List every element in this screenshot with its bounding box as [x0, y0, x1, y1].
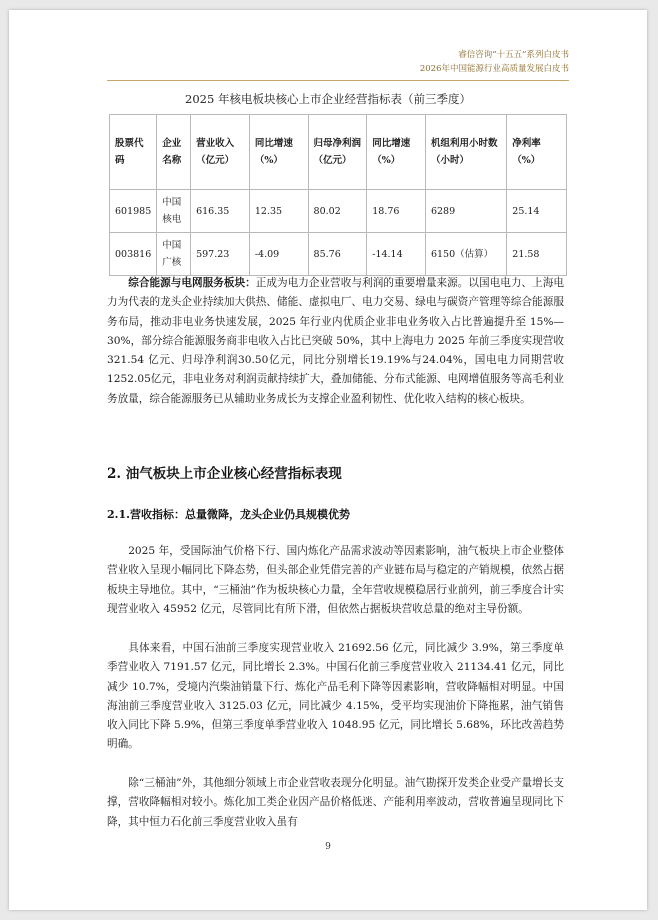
col-header-net-profit: 归母净利润（亿元） — [308, 115, 367, 190]
running-header — [420, 48, 569, 76]
section-heading-2: 2. 油气板块上市企业核心经营指标表现 — [107, 466, 342, 482]
table-cell: 12.35 — [249, 190, 308, 233]
table-cell: 601985 — [110, 190, 157, 233]
table-cell: 18.76 — [367, 190, 426, 233]
table-cell: -14.14 — [367, 233, 426, 276]
integrated-energy-paragraph — [107, 274, 564, 409]
table-cell: 80.02 — [308, 190, 367, 233]
page-number: 9 — [325, 842, 331, 852]
header-report-title: 2026年中国能源行业高质量发展白皮书 — [419, 64, 569, 74]
body-paragraph: 除“三桶油”外，其他细分领域上市企业营收表现分化明显。油气勘探开发类企业受产量增长支撑，营收降幅相对较小。炼化加工类企业因产品价格低迷、产能利用率波动，营收普遍呈现同比下降，其中恒力石化前三季度营业收入虽有 — [107, 777, 564, 828]
header-series-title: 睿信咨询“十五五”系列白皮书 — [458, 50, 569, 60]
table-cell: 6150（估算） — [425, 233, 506, 276]
table-title: 2025 年核电板块核心上市企业经营指标表（前三季度） — [185, 92, 471, 106]
col-header-utilization-hours: 机组利用小时数（小时） — [425, 115, 506, 190]
table-header-row — [110, 115, 567, 190]
subsection-heading-2-1: 2.1.营收指标：总量微降，龙头企业仍具规模优势 — [107, 508, 350, 521]
table-cell: 中国核电 — [157, 190, 191, 233]
table-cell: 21.58 — [507, 233, 567, 276]
table-cell: 85.76 — [308, 233, 367, 276]
nuclear-kpi-table — [109, 114, 567, 276]
table-cell: 003816 — [110, 233, 157, 276]
table-cell: 中国广核 — [157, 233, 191, 276]
table-cell: 25.14 — [507, 190, 567, 233]
col-header-revenue-growth: 同比增速（%） — [249, 115, 308, 190]
table-cell: 616.35 — [191, 190, 250, 233]
col-header-revenue: 营业收入（亿元） — [191, 115, 250, 190]
header-divider — [107, 80, 569, 81]
document-page — [9, 10, 647, 910]
paragraph-body: 正成为电力企业营收与利润的重要增量来源。以国电电力、上海电力为代表的龙头企业持续加大供热、储能、虚拟电厂、电力交易、绿电与碳资产管理等综合能源服务布局，推动非电业务快速发展，2025 年行业内优质企业非电业务收入占比普遍提升至 15%—30%，部分综合能源服务商非电收入占比已突破 50%，其中上海电力 2025 年前三季度实现营收 321.54 亿元、归母净利润30.50亿元，同比分别增长19.19%与24.04%，国电电力同期营收1252.05亿元，非电业务对利润贡献持续扩大，叠加储能、分布式能源、电网增值服务等高毛利业务放量，综合能源服务已从辅助业务成长为支撑企业盈利韧性、优化收入结构的核心板块。 — [107, 277, 565, 405]
col-header-company: 企业名称 — [157, 115, 191, 190]
body-paragraph: 2025 年，受国际油气价格下行、国内炼化产品需求波动等因素影响，油气板块上市企业整体营业收入呈现小幅同比下降态势，但头部企业凭借完善的产业链布局与稳定的产销规模，依然占据板块主导地位。其中，“三桶油”作为板块核心力量，全年营收规模稳居行业前列，前三季度合计实现营业收入 45952 亿元，尽管同比有所下滑，但依然占据板块营收总量的绝对主导份额。 — [107, 545, 564, 615]
table-cell: 597.23 — [191, 233, 250, 276]
paragraph-lead-term: 综合能源与电网服务板块： — [128, 277, 256, 289]
table-row — [110, 233, 567, 276]
col-header-stock-code: 股票代码 — [110, 115, 157, 190]
table-cell: 6289 — [425, 190, 506, 233]
table-row — [110, 190, 567, 233]
col-header-net-margin: 净利率（%） — [507, 115, 567, 190]
body-paragraph: 具体来看，中国石油前三季度实现营业收入 21692.56 亿元，同比减少 3.9%，第三季度单季营业收入 7191.57 亿元，同比增长 2.3%。中国石化前三季度营业收入 21134.41 亿元，同比减少 10.7%，受境内汽柴油销量下行、炼化产品毛利下降等因素影响，营收降幅相对明显。中国海油前三季度营业收入 3125.03 亿元，同比减少 4.15%，受平均实现油价下降拖累，油气销售收入同比下降 5.9%，但第三季度单季营业收入 1048.95 亿元，同比增长 5.68%，环比改善趋势明确。 — [107, 642, 564, 751]
col-header-profit-growth: 同比增速（%） — [367, 115, 426, 190]
table-cell: -4.09 — [249, 233, 308, 276]
